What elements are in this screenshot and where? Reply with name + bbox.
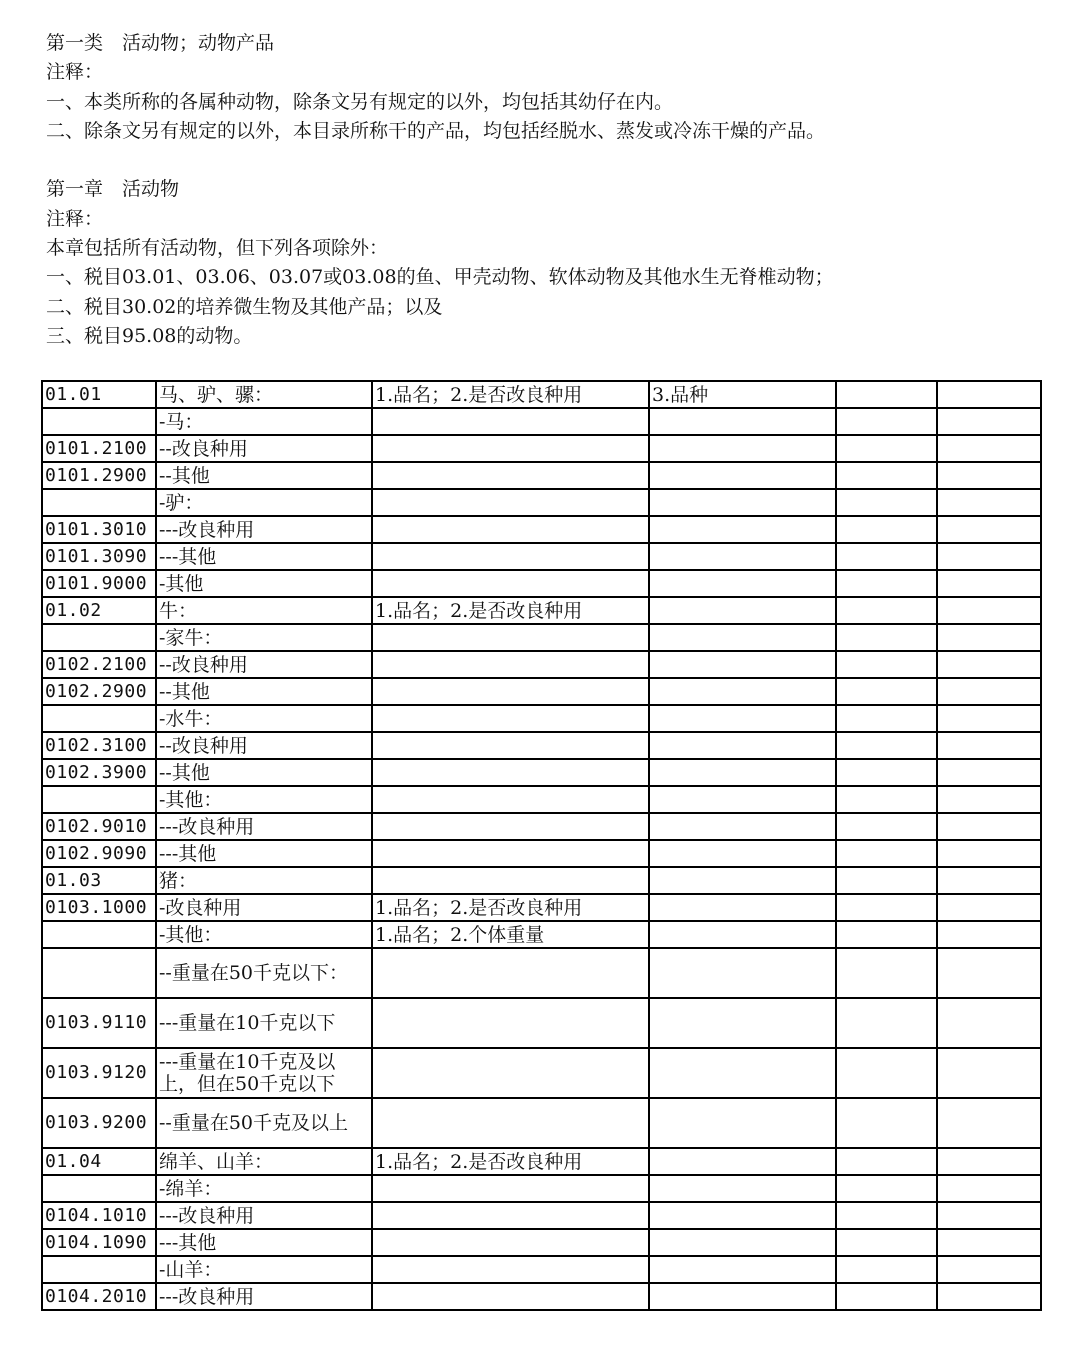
declaration-elements-cell [372,1098,649,1148]
table-row [42,516,1041,543]
table-row [42,570,1041,597]
description-cell: 马、驴、骡： [156,381,372,408]
tariff-code-cell [42,921,156,948]
description-cell: -山羊： [156,1256,372,1283]
blank-cell [937,705,1041,732]
extra-elements-cell [649,867,836,894]
description-cell: -水牛： [156,705,372,732]
blank-cell [937,1048,1041,1098]
extra-elements-cell [649,998,836,1048]
description-cell: 牛： [156,597,372,624]
declaration-elements-cell [372,998,649,1048]
extra-elements-cell [649,1098,836,1148]
class-note: 二、除条文另有规定的以外，本目录所称干的产品，均包括经脱水、蒸发或冷冻干燥的产品。 [46,119,826,142]
table-row [42,998,1041,1048]
tariff-code-cell: 01.03 [42,867,156,894]
declaration-elements-cell [372,1048,649,1098]
description-cell: -其他： [156,921,372,948]
tariff-code-cell [42,786,156,813]
blank-cell [937,813,1041,840]
table-row [42,1098,1041,1148]
table-row [42,678,1041,705]
chapter-exclusion: 二、税目30.02的培养微生物及其他产品；以及 [46,295,443,318]
blank-cell [836,1202,937,1229]
blank-cell [937,597,1041,624]
chapter-exclusion: 三、税目95.08的动物。 [46,324,253,347]
description-cell: --其他 [156,462,372,489]
table-row [42,759,1041,786]
extra-elements-cell [649,1148,836,1175]
declaration-elements-cell [372,705,649,732]
blank-cell [836,597,937,624]
blank-cell [937,1283,1041,1310]
extra-elements-cell [649,570,836,597]
declaration-elements-cell [372,1202,649,1229]
blank-cell [836,732,937,759]
blank-cell [937,1098,1041,1148]
declaration-elements-cell [372,867,649,894]
table-row [42,1283,1041,1310]
blank-cell [937,894,1041,921]
extra-elements-cell [649,543,836,570]
table-row [42,543,1041,570]
blank-cell [836,921,937,948]
extra-elements-cell [649,1202,836,1229]
blank-cell [937,651,1041,678]
tariff-code-cell [42,948,156,998]
declaration-elements-cell [372,840,649,867]
description-cell: -改良种用 [156,894,372,921]
tariff-code-cell: 0101.2900 [42,462,156,489]
description-cell: ---改良种用 [156,1202,372,1229]
tariff-code-cell: 0102.2100 [42,651,156,678]
chapter-note-heading: 注释： [46,207,104,230]
extra-elements-cell [649,1256,836,1283]
tariff-code-cell: 0102.3900 [42,759,156,786]
extra-elements-cell [649,408,836,435]
blank-cell [836,1283,937,1310]
blank-cell [937,1148,1041,1175]
blank-cell [836,651,937,678]
description-cell: 绵羊、山羊： [156,1148,372,1175]
tariff-code-cell: 0101.3090 [42,543,156,570]
declaration-elements-cell [372,651,649,678]
declaration-elements-cell [372,1256,649,1283]
blank-cell [836,813,937,840]
blank-cell [937,1256,1041,1283]
blank-cell [836,678,937,705]
extra-elements-cell [649,462,836,489]
tariff-code-cell: 0103.9110 [42,998,156,1048]
blank-cell [836,408,937,435]
declaration-elements-cell [372,678,649,705]
extra-elements-cell [649,435,836,462]
tariff-code-cell: 0101.9000 [42,570,156,597]
declaration-elements-cell [372,732,649,759]
blank-cell [836,1229,937,1256]
chapter-intro: 本章包括所有活动物，但下列各项除外： [46,237,389,260]
table-row [42,435,1041,462]
blank-cell [836,543,937,570]
declaration-elements-cell: 1.品名；2.是否改良种用 [372,597,649,624]
tariff-code-cell: 0104.1010 [42,1202,156,1229]
blank-cell [836,624,937,651]
declaration-elements-cell [372,786,649,813]
blank-cell [836,840,937,867]
declaration-elements-cell [372,489,649,516]
blank-cell [836,489,937,516]
declaration-elements-cell [372,1175,649,1202]
table-row [42,786,1041,813]
blank-cell [836,435,937,462]
blank-cell [937,921,1041,948]
blank-cell [836,462,937,489]
description-cell: --重量在50千克以下： [156,948,372,998]
tariff-code-cell: 0102.9010 [42,813,156,840]
chapter-exclusion: 一、税目03.01、03.06、03.07或03.08的鱼、甲壳动物、软体动物及其他水生无脊椎动物； [46,266,834,289]
description-cell: -驴： [156,489,372,516]
tariff-code-cell: 0102.3100 [42,732,156,759]
table-row [42,705,1041,732]
class-note: 一、本类所称的各属种动物，除条文另有规定的以外，均包括其幼仔在内。 [46,90,674,113]
table-row [42,948,1041,998]
blank-cell [836,759,937,786]
description-cell: --重量在50千克及以上 [156,1098,372,1148]
blank-cell [937,678,1041,705]
extra-elements-cell [649,1229,836,1256]
tariff-code-cell: 0102.2900 [42,678,156,705]
declaration-elements-cell [372,408,649,435]
blank-cell [937,1229,1041,1256]
extra-elements-cell [649,489,836,516]
description-cell: -马： [156,408,372,435]
extra-elements-cell [649,759,836,786]
description-cell: -绵羊： [156,1175,372,1202]
chapter-title: 第一章 活动物 [46,178,180,201]
blank-cell [836,1256,937,1283]
blank-cell [836,894,937,921]
tariff-code-cell: 01.01 [42,381,156,408]
description-cell: ---其他 [156,1229,372,1256]
description-cell: -其他： [156,786,372,813]
blank-cell [836,867,937,894]
table-row [42,462,1041,489]
extra-elements-cell [649,813,836,840]
blank-cell [937,948,1041,998]
blank-cell [937,435,1041,462]
description-cell: ---改良种用 [156,516,372,543]
blank-cell [836,1175,937,1202]
blank-cell [836,1098,937,1148]
extra-elements-cell [649,1283,836,1310]
tariff-table [41,380,1042,1311]
blank-cell [937,840,1041,867]
table-row [42,408,1041,435]
class-note-heading: 注释： [46,61,104,84]
declaration-elements-cell [372,624,649,651]
table-row [42,921,1041,948]
tariff-table-body [42,381,1041,1310]
extra-elements-cell [649,624,836,651]
declaration-elements-cell [372,435,649,462]
description-cell: ---重量在10千克及以上，但在50千克以下 [156,1048,372,1098]
blank-cell [937,624,1041,651]
blank-cell [836,948,937,998]
table-row [42,1202,1041,1229]
declaration-elements-cell: 1.品名；2.是否改良种用 [372,1148,649,1175]
tariff-code-cell [42,624,156,651]
tariff-code-cell: 01.04 [42,1148,156,1175]
table-row [42,1229,1041,1256]
declaration-elements-cell [372,516,649,543]
blank-cell [937,998,1041,1048]
declaration-elements-cell [372,813,649,840]
description-cell: ---改良种用 [156,1283,372,1310]
blank-cell [836,1048,937,1098]
tariff-code-cell: 0101.2100 [42,435,156,462]
blank-cell [836,786,937,813]
tariff-code-cell: 0101.3010 [42,516,156,543]
extra-elements-cell [649,516,836,543]
extra-elements-cell [649,894,836,921]
table-row [42,651,1041,678]
description-cell: ---其他 [156,840,372,867]
blank-cell [836,1148,937,1175]
blank-cell [937,489,1041,516]
extra-elements-cell [649,1175,836,1202]
declaration-elements-cell: 1.品名；2.是否改良种用 [372,381,649,408]
extra-elements-cell [649,1048,836,1098]
tariff-code-cell [42,408,156,435]
blank-cell [836,570,937,597]
description-cell: ---重量在10千克以下 [156,998,372,1048]
description-cell: --其他 [156,678,372,705]
table-row [42,597,1041,624]
declaration-elements-cell [372,462,649,489]
blank-cell [937,381,1041,408]
table-row [42,894,1041,921]
extra-elements-cell [649,786,836,813]
description-cell: --其他 [156,759,372,786]
blank-cell [836,516,937,543]
extra-elements-cell [649,732,836,759]
blank-cell [937,759,1041,786]
blank-cell [937,867,1041,894]
tariff-code-cell: 0102.9090 [42,840,156,867]
tariff-code-cell [42,1256,156,1283]
blank-cell [937,786,1041,813]
blank-cell [937,732,1041,759]
extra-elements-cell [649,921,836,948]
blank-cell [937,570,1041,597]
description-cell: 猪： [156,867,372,894]
tariff-code-cell: 0103.1000 [42,894,156,921]
declaration-elements-cell [372,1229,649,1256]
tariff-code-cell [42,1175,156,1202]
table-row [42,1175,1041,1202]
class-title: 第一类 活动物；动物产品 [46,32,275,54]
spacer [46,146,1046,175]
tariff-code-cell: 0104.1090 [42,1229,156,1256]
description-cell: --改良种用 [156,651,372,678]
table-row [42,1048,1041,1098]
blank-cell [937,543,1041,570]
tariff-code-cell: 0103.9120 [42,1048,156,1098]
extra-elements-cell: 3.品种 [649,381,836,408]
description-cell: ---其他 [156,543,372,570]
blank-cell [937,1175,1041,1202]
blank-cell [937,408,1041,435]
table-row [42,813,1041,840]
blank-cell [937,462,1041,489]
extra-elements-cell [649,597,836,624]
extra-elements-cell [649,840,836,867]
extra-elements-cell [649,678,836,705]
extra-elements-cell [649,651,836,678]
blank-cell [836,705,937,732]
extra-elements-cell [649,705,836,732]
blank-cell [937,1202,1041,1229]
description-cell: ---改良种用 [156,813,372,840]
table-row [42,840,1041,867]
table-row [42,624,1041,651]
declaration-elements-cell: 1.品名；2.是否改良种用 [372,894,649,921]
description-cell: --改良种用 [156,732,372,759]
tariff-code-cell: 0104.2010 [42,1283,156,1310]
extra-elements-cell [649,948,836,998]
declaration-elements-cell [372,570,649,597]
declaration-elements-cell [372,543,649,570]
declaration-elements-cell: 1.品名；2.个体重量 [372,921,649,948]
table-row [42,489,1041,516]
table-row [42,381,1041,408]
declaration-elements-cell [372,948,649,998]
tariff-code-cell [42,489,156,516]
declaration-elements-cell [372,759,649,786]
table-row [42,1256,1041,1283]
table-row [42,732,1041,759]
description-cell: -家牛： [156,624,372,651]
blank-cell [937,516,1041,543]
document-intro [46,29,1046,351]
blank-cell [836,998,937,1048]
table-row [42,1148,1041,1175]
tariff-code-cell: 01.02 [42,597,156,624]
description-cell: --改良种用 [156,435,372,462]
declaration-elements-cell [372,1283,649,1310]
tariff-code-cell [42,705,156,732]
blank-cell [836,381,937,408]
tariff-code-cell: 0103.9200 [42,1098,156,1148]
description-cell: -其他 [156,570,372,597]
table-row [42,867,1041,894]
